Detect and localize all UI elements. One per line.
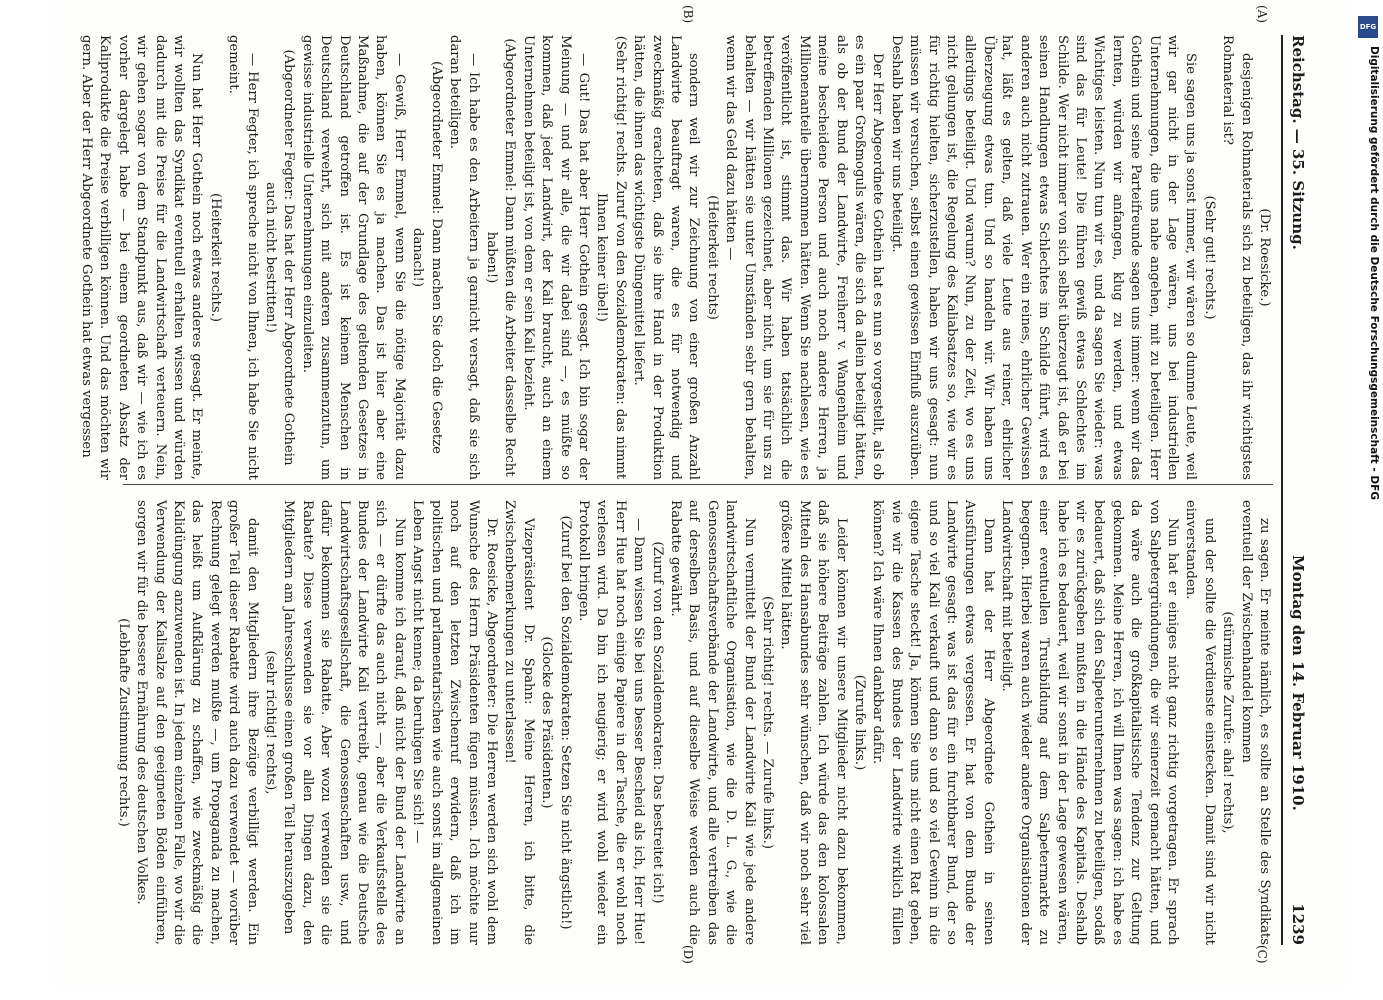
paragraph: und der sollte die Verdienste einstecken. Damit sind wir nicht einverstanden.: [1183, 500, 1217, 945]
paragraph: (Glocke des Präsidenten.): [539, 636, 555, 809]
margin-marker-b: (B): [681, 5, 695, 24]
paragraph: (Abgeordneter Emmel: Dann müßten die Arbeiter dasselbe Recht haben!): [483, 38, 518, 477]
paragraph: — Gut! Das hat aber Herr Gothein gesagt. Ich bin sogar der Meinung — und wir alle, die wir dabei sind —, es müßte so kommen, daß jeder Landwirt, der Kali braucht, auch an einem Unternehmen beteiligt ist, von dem er sein Kali bezieht.: [520, 35, 591, 480]
column-divider: [123, 484, 1273, 485]
paragraph: (Heiterkeit rechts.): [207, 193, 223, 322]
paragraph: sondern weil wir zur Zeichnung von einer großen Anzahl Landwirte beauftragt waren, die es für notwendig und zweckmäßig erachteten, daß sie ihre Hand in der Produktion hätten, die ihnen das wichtigste Düngemittel liefert.: [631, 35, 702, 480]
paragraph: Der Herr Abgeordnete Gothein hat es nun so vorgestellt, als ob es ein paar Großmoguls wären, die sich da allein beteiligt hätten, als ob der Bund der Landwirte, Freiherr v. Wangenheim und meine bescheidene Person und auch noch andere Herren, ja Millionenanteile übernommen hätten. Wenn Sie nachlesen, wie es veröffentlicht ist, stimmt das. Wir haben tatsächlich die betreffenden Millionen gezeichnet, aber nicht, um sie für uns zu behalten — wir hätten sie unter Umständen sehr gern behalten, wenn wir das Geld dazu hätten —: [723, 35, 886, 480]
text-column-left: [79, 35, 1273, 480]
paragraph: (Sehr richtig! rechts. Zuruf von den Sozialdemokraten: das nimmt Ihnen keiner übel!): [594, 35, 628, 480]
paragraph: (Heiterkeit rechts): [704, 195, 720, 320]
digitization-credit: [1352, 12, 1382, 972]
paragraph: (Lebhafte Zustimmung rechts.): [115, 618, 131, 827]
paragraph: (sehr richtig! rechts),: [263, 650, 279, 795]
header-left: Reichstag. — 35. Sitzung.: [1289, 35, 1307, 250]
paragraph: Nun hat er einiges nicht ganz richtig vorgetragen. Er sprach von Salpetergründungen, die wir seinerzeit gemacht hätten, und da wäre auch die großkapitalistische Tendenz zur Geltung gekommen. Meine Herren, ich will Ihnen was sagen: ich habe es bedauert, daß sich den Salpeterunternehmen zu beteiligen, sodaß wir es zurückgeben mußten in die Hände des Kapitals. Deshalb habe ich es bedauert, weil wir sonst in der Lage gewesen wären, einer eventuellen Trustbildung auf dem Salpetermarkte zu begegnen. Hierbei waren auch wieder andere Organisationen der Landwirtschaft mit beteiligt.: [999, 500, 1180, 945]
paragraph: (Sehr gut! rechts.): [1201, 195, 1217, 320]
text-column-right: [93, 500, 1273, 945]
paragraph: — Dann wissen Sie bei uns besser Bescheid als ich, Herr Hue! Herr Hue hat noch einige Papiere in der Tasche, die er wohl noch verlesen wird. Da bin ich neugierig; er wird wohl wieder ein Protokoll bringen.: [575, 500, 647, 945]
dfg-logo: DFG: [1358, 16, 1378, 38]
paragraph: (Abgeordneter Emmel: Dann machen Sie doch die Gesetze danach!): [410, 61, 444, 454]
paragraph: (Dr. Roesicke.): [1257, 208, 1272, 307]
paragraph: desjenigen Rohmaterials sich zu beteiligen, das ihr wichtigstes Rohmaterial ist?: [1220, 35, 1254, 480]
paragraph: Nun hat Herr Gothein noch etwas anderes gesagt. Er meinte, wir wollten das Syndikat eventuell erhalten wissen und würden dadurch mit die Preise für die Landwirtschaft verteuern. Nein, wir gehen sogar von dem Standpunkt aus, daß wir — wie ich es vorher dargelegt habe — bei einem geordneten Absatz der Kaliprodukte die Preise verbilligen können. Und das möchten wir gern. Aber der Herr Abgeordnete Gothein hat etwas vergessen: [79, 35, 205, 480]
paragraph: Nun komme ich darauf, daß nicht der Bund der Landwirte an sich — er dürfte das auch nicht —, aber die Verkaufsstelle des Bundes der Landwirte Kali vertreibt, genau wie die Deutsche Landwirtschaftsgesellschaft, die Genossenschaften usw., und dafür bekommen sie Rabatte. Aber wozu verwenden sie die Rabatte? Diese verwenden sie vor allen Dingen dazu, den Mitgliedern am Jahresschlusse einen großen Teil herauszugeben: [281, 500, 407, 945]
margin-marker-d: (D): [681, 945, 695, 964]
paragraph: Dann hat der Herr Abgeordnete Gothein in seinen Ausführungen etwas vergessen. Er hat von dem Bunde der Landwirte gesagt: was ist das für ein furchtbarer Bund, der so und so viel Kali verkauft und dann so und so viel Gewinn in die eigene Tasche steckt! Ja, können Sie uns nicht einen Rat geben, wie wir die Kassen des Bundes der Landwirte wirklich füllen können? Ich wäre Ihnen dankbar dafür.: [870, 500, 996, 945]
paragraph: (Zuruf bei den Sozialdemokraten: Setzen Sie nicht ängstlich!): [557, 515, 573, 930]
margin-marker-a: (A): [1255, 5, 1269, 24]
scanned-page: [55, 0, 1345, 985]
paragraph: (Abgeordneter Fegter: Das hat der Herr Abgeordnete Gothein auch nicht bestritten!): [263, 49, 297, 466]
page-number: 1239: [1289, 903, 1307, 945]
page-header: [1281, 35, 1317, 945]
paragraph: — Herr Fegter, ich spreche nicht von Ihnen, ich habe Sie nicht gemeint.: [226, 35, 260, 480]
paragraph: Dr. Roesicke, Abgeordneter: Die Herren werden sich wohl dem Wunsche des Herrn Präsidenten fügen müssen. Ich möchte nur noch auf den letzten Zwischenruf erwidern, daß ich im politischen und parlamentarischen wie auch sonst im allgemeinen Leben Angst nicht kenne; da beruhigen Sie sich! —: [410, 500, 499, 945]
paragraph: Sie sagen uns ja sonst immer, wir wären so dumme Leute, weil wir gar nicht in der Lage wären, uns bei industriellen Unternehmungen, die uns nahe angehen, mit zu beteiligen. Herr Gothein und seine Parteifreunde sagen uns immer: wenn wir das lernten, würden wir anfangen, klug zu werden, und etwas Wichtiges leisten. Nun tun wir es, und da sagen Sie wieder: was sind das für Leute! Die führen gewiß etwas Schlechtes im Schilde. Wer nicht immer von sich selbst überzeugt ist, daß er bei seinen Handlungen etwas Schlechtes im Schilde führt, wird es anderen auch nicht zutrauen. Wer ein reines, ehrlicher Gewissen hat, läßt es gelten, daß viele Leute aus reiner, ehrlicher Überzeugung etwas tun. Und so handeln wir. Wir haben uns allerdings beteiligt. Und warum? Nun, zu der Zeit, wo es uns nicht gelungen ist, die Regelung des Kaliabsatzes so, wie wir es für richtig hielten, sicherzustellen, haben wir uns gesagt: nun müssen wir versuchen, selbst einen gewissen Einfluß auszuüben. Deshalb haben wir uns beteiligt.: [888, 35, 1199, 480]
paragraph: (Zurufe links.): [852, 674, 868, 771]
paragraph: — Gewiß, Herr Emmel, wenn Sie die nötige Majorität dazu haben, können Sie es ja machen. Das ist hier aber eine Maßnahme, die auf der Grundlage des geltenden Gesetzes in Deutschland getroffen ist. Es ist keinem Menschen in Deutschland verwehrt, sich mit anderen zusammenzutun, um gewisse industrielle Unternehmungen einzuleiten.: [299, 35, 407, 480]
paragraph: (Sehr richtig! rechts. — Zurufe links.): [760, 596, 776, 849]
paragraph: (stürmische Zurufe: aha! rechts),: [1220, 611, 1236, 834]
paragraph: Nun vermittelt der Bund der Landwirte Kali wie jede andere landwirtschaftliche Organisation, wie die D. L. G., wie die Genossenschaftsverbände der Landwirte, und alle vertreiben das auf derselben Basis, und auf dieselbe Weise werden auch die Rabatte gewährt.: [668, 500, 757, 945]
paragraph: Leider können wir unsere Mitglieder nicht dazu bekommen, daß sie höhere Beiträge zahlen. Ich würde das den kolossalen Mitteln des Hansabundes sehr wünschen, daß wir noch sehr viel größere Mittel hätten.: [778, 500, 849, 945]
paragraph: — Ich habe es den Arbeitern ja garnicht versagt, daß sie sich daran beteiligen.: [447, 35, 481, 480]
paragraph: damit den Mitgliedern ihre Bezüge verbilligt werden. Ein großer Teil dieser Rabatte wird auch dazu verwendet — worüber Rechnung gelegt werden mußte —, um Propaganda zu machen, das heißt um Aufklärung zu schaffen, wie zweckmäßig die Kalidüngung anzuwenden ist. In jedem einzelnen Falle, wo wir die Verwendung der Kalisalze auf den geeigneten Böden einführen, sorgen wir für die bessere Ernährung des deutschen Volkes.: [134, 500, 260, 945]
header-date: Montag den 14. Februar 1910.: [1289, 555, 1307, 811]
margin-marker-c: (C): [1255, 945, 1269, 964]
paragraph: Vizepräsident Dr. Spahn: Meine Herren, ich bitte, die Zwischenbemerkungen zu unterlassen!: [502, 500, 536, 945]
credit-text: Digitalisierung gefördert durch die Deutsche Forschungsgemeinschaft - DFG: [1368, 46, 1380, 500]
paragraph: zu sagen. Er meinte nämlich, es sollte an Stelle des Syndikats eventuell der Zwischenhandel kommen: [1238, 500, 1272, 945]
paragraph: (Zuruf von den Sozialdemokraten: Das bestreitet ich!): [649, 541, 665, 904]
